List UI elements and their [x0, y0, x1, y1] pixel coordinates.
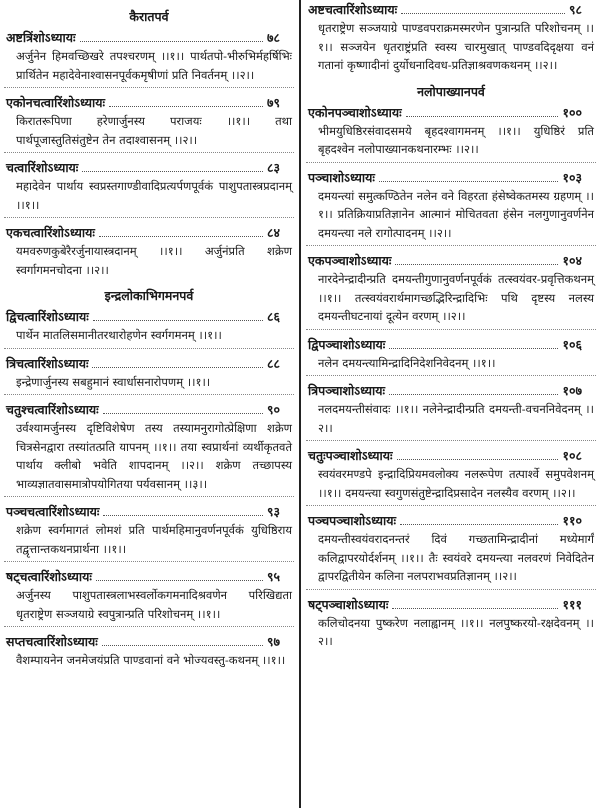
- entry-separator: [4, 561, 294, 562]
- chapter-summary: शक्रेण स्वर्गमागतं लोमशं प्रति पार्थमहिमानुवर्णनपूर्वकं युधिष्ठिराय तद्वृत्तान्तकथनप्रार्थना ।।१।।: [16, 523, 292, 556]
- chapter-heading: पञ्चाशोऽध्यायः: [308, 169, 375, 185]
- page-number: १०६: [562, 336, 582, 352]
- column-divider: [299, 0, 301, 808]
- leader-dots: [109, 106, 263, 107]
- leader-dots: [395, 264, 558, 265]
- chapter-heading-row: [4, 223, 294, 242]
- chapter-heading-row: [306, 381, 596, 400]
- page-number: ८८: [266, 355, 280, 371]
- chapter-entry: [306, 381, 596, 437]
- chapter-heading-row: [306, 335, 596, 354]
- chapter-summary: नारदेनेन्द्रादीन्प्रति दमयन्तीगुणानुवर्णनपूर्वकं तत्स्वयंवर-प्रवृत्तिकथनम् ।।१।। तत्स्वयंवरार्थमागच्छद्भिरिन्द्रादिभिः पथि दृष्टस्य नलस्य दमयन्तीघटनायां दूत्येन वरणम् ।।२।।: [318, 272, 594, 323]
- entry-separator: [306, 329, 596, 330]
- chapter-entry: [4, 158, 294, 214]
- entry-separator: [4, 152, 294, 153]
- leader-dots: [389, 348, 558, 349]
- chapter-heading-row: [306, 446, 596, 465]
- page-number: १०३: [562, 169, 582, 185]
- entry-separator: [4, 394, 294, 395]
- chapter-summary: भीमयुधिष्ठिरसंवादसमये बृहदश्वागमनम् ।।१।। युधिष्ठिरं प्रति बृहदश्वेन नलोपाख्यानकथनारम्भः ।।२।।: [318, 123, 594, 156]
- chapter-summary: अर्जुनेन हिमवच्छिखरे तपश्चरणम् ।।१।। पार्थतपो-भीरुभिर्महर्षिभिः प्रार्थितेन महादेवेनाश्वासनपूर्वकमृषीणां प्रति निवर्तनम् ।।२।।: [16, 49, 292, 82]
- chapter-summary: महादेवेन पार्थाय स्वप्रस्तगाण्डीवादिप्रत्यर्पणपूर्वकं पाशुपतास्त्रप्रदानम् ।।१।।: [16, 179, 292, 212]
- section-title: इन्द्रलोकाभिगमनपर्व: [104, 288, 194, 303]
- chapter-entry: [306, 251, 596, 326]
- chapter-entry: [4, 502, 294, 558]
- leader-dots: [392, 608, 558, 609]
- page-number: ११०: [562, 513, 582, 528]
- chapter-heading: द्विचत्वारिंशोऽध्यायः: [6, 309, 89, 324]
- chapter-heading: त्रिपञ्चाशोऽध्यायः: [308, 383, 386, 398]
- chapter-heading: एकोनपञ्चाशोऽध्यायः: [308, 104, 402, 120]
- chapter-heading: एकचत्वारिंशोऽध्यायः: [6, 225, 95, 240]
- chapter-summary: कलिचोदनया पुष्करेण नलाह्वानम् ।।१।। नलपुष्करयो-रक्षदेवनम् ।।२।।: [318, 615, 594, 648]
- chapter-heading: चत्वारिंशोऽध्यायः: [6, 160, 79, 175]
- chapter-heading-row: [4, 400, 294, 419]
- chapter-entry: [4, 354, 294, 392]
- left-column: [4, 0, 294, 670]
- leader-dots: [103, 413, 263, 414]
- chapter-heading: अष्टचत्वारिंशोऽध्यायः: [308, 2, 398, 17]
- entry-separator: [4, 217, 294, 218]
- page-number: १००: [562, 104, 582, 120]
- page-number: ८६: [266, 309, 280, 324]
- chapter-heading-row: [306, 103, 596, 122]
- chapter-entry: [4, 93, 294, 149]
- leader-dots: [102, 645, 263, 646]
- leader-dots: [82, 171, 263, 172]
- chapter-entry: [306, 0, 596, 75]
- page-number: ७९: [266, 95, 280, 110]
- leader-dots: [99, 236, 263, 237]
- chapter-heading-row: [4, 632, 294, 651]
- section-title: कैरातपर्व: [129, 9, 169, 24]
- page-number: ८४: [266, 225, 280, 240]
- chapter-heading-row: [306, 251, 596, 270]
- chapter-heading-row: [306, 595, 596, 614]
- entry-separator: [306, 440, 596, 441]
- chapter-heading-row: [4, 502, 294, 521]
- chapter-entry: [306, 103, 596, 159]
- chapter-entry: [4, 567, 294, 623]
- chapter-heading: चतुश्चत्वारिंशोऽध्यायः: [6, 402, 99, 417]
- page-number: ९०: [266, 402, 280, 417]
- chapter-summary: दमयन्त्यां समुत्कण्ठितेन नलेन वने विहरता हंसेष्वेकतमस्य ग्रहणम् ।।१।। प्रतिक्रियाप्रतिज्ञानेन आत्मानं मोचितवता हंसेन नलगुणानुवर्णनेन दमयन्त्या नले रागोत्पादनम् ।।२।।: [318, 188, 594, 240]
- chapter-summary: स्वयंवरमण्डपे इन्द्रादिप्रियमवलोक्य नलरूपेण तत्पार्श्वे समुपवेशनम् ।।१।। दमयन्त्या स्वगुणसंतुष्टेन्द्रादिप्रसादेन नलस्यैव वरणम् ।।२।।: [318, 467, 594, 500]
- chapter-summary: दमयन्तीस्वयंवरादनन्तरं दिवं गच्छतामिन्द्रादीनां मध्येमार्गं कलिद्वापरयोर्दर्शनम् ।।१।। तैः स्वयंवरे दमयन्त्या नलवरणं निवेदितेन द्वापरद्वितीयेन कलिना नलपराभवप्रतिज्ञानम् ।।२।।: [318, 532, 594, 583]
- leader-dots: [379, 181, 559, 182]
- leader-dots: [96, 580, 263, 581]
- leader-dots: [103, 515, 263, 516]
- chapter-heading-row: [4, 28, 294, 47]
- entry-separator: [306, 245, 596, 246]
- chapter-heading-row: [4, 158, 294, 177]
- leader-dots: [93, 320, 263, 321]
- entry-separator: [306, 505, 596, 506]
- chapter-summary: वैशम्पायनेन जनमेजयंप्रति पाण्डवानां वने भोज्यवस्तु-कथनम् ।।१।।: [16, 653, 286, 667]
- leader-dots: [400, 524, 558, 525]
- chapter-summary: इन्द्रेणार्जुनस्य सबहुमानं स्वार्धासनारोपणम् ।।१।।: [16, 374, 211, 389]
- page-number: ९७: [266, 634, 280, 649]
- chapter-summary: अर्जुनस्य पाशुपतास्त्रलाभस्वर्लोकगमनादिश्रवणेन परिखिद्यता धृतराष्ट्रेण सञ्जयाग्रे स्वपुत्रान्प्रति परिशोचनम् ।।१।।: [16, 588, 292, 621]
- page-number: ९३: [266, 504, 280, 519]
- entry-separator: [4, 87, 294, 88]
- chapter-entry: [306, 168, 596, 243]
- leader-dots: [389, 394, 558, 395]
- chapter-entry: [4, 223, 294, 279]
- right-column: [306, 0, 596, 651]
- chapter-heading-row: [4, 93, 294, 112]
- chapter-heading-row: [4, 567, 294, 586]
- chapter-entry: [4, 632, 294, 670]
- chapter-entry: [4, 307, 294, 345]
- chapter-entry: [4, 28, 294, 84]
- chapter-heading-row: [4, 307, 294, 326]
- chapter-entry: [306, 335, 596, 373]
- chapter-heading: एकोनचत्वारिंशोऽध्यायः: [6, 95, 106, 110]
- chapter-summary: किरातरूपिणा हरेणार्जुनस्य पराजयः ।।१।। तथा पार्थपूजास्तुतिसंतुष्टेन तेन तदाश्वासनम् ।।२।।: [16, 114, 292, 147]
- leader-dots: [92, 367, 263, 368]
- leader-dots: [401, 13, 565, 14]
- chapter-heading: एकपञ्चाशोऽध्यायः: [308, 253, 392, 268]
- chapter-entry: [306, 446, 596, 502]
- page-number: १०७: [562, 383, 582, 398]
- chapter-heading: अष्टत्रिंशोऽध्यायः: [6, 30, 76, 45]
- leader-dots: [397, 459, 559, 460]
- entry-separator: [4, 496, 294, 497]
- page-number: १०८: [562, 448, 582, 463]
- chapter-entry: [306, 595, 596, 651]
- entry-separator: [306, 589, 596, 590]
- chapter-summary: नलदमयन्तीसंवादः ।।१।। नलेनेन्द्रादीन्प्रति दमयन्ती-वचननिवेदनम् ।।२।।: [318, 402, 594, 435]
- chapter-summary: यमवरुणकुबेरैरर्जुनायास्त्रदानम् ।।१।। अर्जुनंप्रति शक्रेण स्वर्गागमनचोदना ।।२।।: [16, 244, 292, 277]
- entry-separator: [4, 348, 294, 349]
- chapter-heading-row: [306, 511, 596, 530]
- chapter-heading: पञ्चचत्वारिंशोऽध्यायः: [6, 504, 100, 519]
- page-number: ९८: [568, 2, 582, 17]
- page-number: ८३: [266, 160, 280, 175]
- chapter-heading: त्रिचत्वारिंशोऽध्यायः: [6, 355, 89, 371]
- page-number: ७८: [266, 30, 280, 45]
- chapter-summary: पार्थेन मातलिसमानीतरथारोहणेन स्वर्गगमनम् ।।१।।: [16, 328, 222, 342]
- chapter-entry: [306, 511, 596, 586]
- chapter-heading: पञ्चपञ्चाशोऽध्यायः: [308, 513, 397, 528]
- section-title: नलोपाख्यानपर्व: [417, 83, 485, 99]
- entry-separator: [4, 626, 294, 627]
- leader-dots: [80, 41, 263, 42]
- chapter-heading: सप्तचत्वारिंशोऽध्यायः: [6, 634, 98, 649]
- page-number: १११: [562, 596, 582, 612]
- chapter-heading-row: [306, 0, 596, 19]
- page-number: १०४: [562, 253, 582, 268]
- chapter-heading-row: [4, 354, 294, 373]
- page-number: ९५: [266, 569, 280, 584]
- chapter-entry: [4, 400, 294, 493]
- chapter-heading: षट्पञ्चाशोऽध्यायः: [308, 596, 389, 612]
- chapter-summary: धृतराष्ट्रेण सञ्जयाग्रे पाण्डवपराक्रमस्मरणेन पुत्रान्प्रति परिशोचनम् ।।१।। सञ्जयेन धृतराष्ट्रंप्रति स्वस्य चारमुखात् पाण्डवदिदृक्षया वनं गतानां कृष्णादीनां दुर्योधनादिवध-प्रतिज्ञाश्रवणकथनम् ।।२।।: [318, 21, 594, 72]
- leader-dots: [406, 116, 559, 117]
- chapter-summary: उर्वश्यामर्जुनस्य दृष्टिविशेषेण तस्य तस्यामनुरागोत्प्रेक्षिणा शक्रेण चित्रसेनद्वारा तस्यांतत्प्रति यापनम् ।।१।। तया स्वप्रार्थनां व्यर्थीकृतवते पार्थाय क्लीबो भवेति शापदानम् ।।२।। शक्रेण तच्छापस्य भाव्यज्ञातवासमात्रोपयोगितया पर्यवसानम् ।।३।।: [16, 421, 292, 491]
- entry-separator: [306, 375, 596, 376]
- entry-separator: [306, 162, 596, 163]
- chapter-heading: द्विपञ्चाशोऽध्यायः: [308, 336, 386, 352]
- chapter-heading: षट्चत्वारिंशोऽध्यायः: [6, 569, 92, 584]
- chapter-heading-row: [306, 168, 596, 187]
- chapter-summary: नलेन दमयन्त्यामिन्द्रादिनिदेशनिवेदनम् ।।१।।: [318, 355, 496, 370]
- chapter-heading: चतुःपञ्चाशोऽध्यायः: [308, 448, 393, 463]
